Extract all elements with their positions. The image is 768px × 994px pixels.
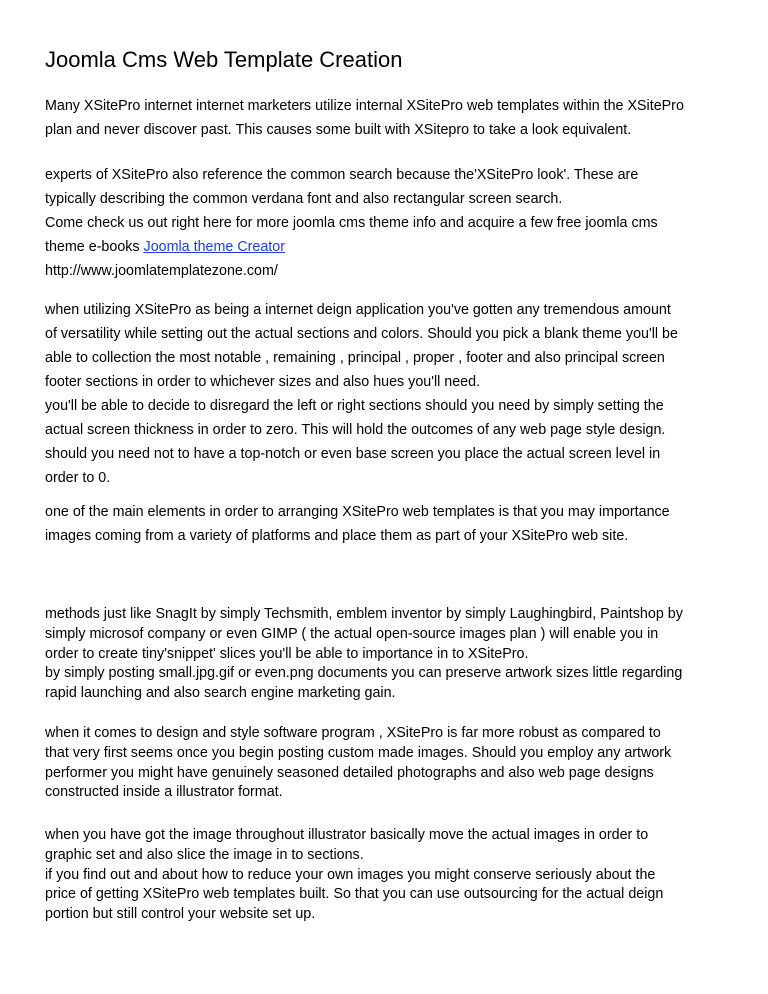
url-line: http://www.joomlatemplatezone.com/ bbox=[45, 263, 278, 279]
paragraph-line: rapid launching and also search engine marketing gain. bbox=[45, 685, 396, 702]
paragraph-line: by simply posting small.jpg.gif or even.png documents you can preserve artwork sizes little regarding bbox=[45, 665, 683, 682]
paragraph-line: if you find out and about how to reduce your own images you might conserve seriously about the bbox=[45, 866, 656, 883]
paragraph-intro bbox=[45, 94, 684, 142]
joomla-theme-creator-link[interactable]: Joomla theme Creator bbox=[143, 239, 285, 255]
page-title: Joomla Cms Web Template Creation bbox=[45, 47, 403, 72]
paragraph-line: constructed inside a illustrator format. bbox=[45, 784, 283, 801]
paragraph-line-prefix: theme e-books bbox=[45, 239, 144, 255]
paragraph-line: performer you might have genuinely seasoned detailed photographs and also web page designs bbox=[45, 764, 654, 781]
paragraph-line: typically describing the common verdana font and also rectangular screen search. bbox=[45, 191, 563, 207]
paragraph-line: price of getting XSitePro web templates built. So that you can use outsourcing for the actual deign bbox=[45, 886, 664, 903]
paragraph-line: of versatility while setting out the actual sections and colors. Should you pick a blank theme you'll be bbox=[45, 326, 678, 342]
paragraph-importance bbox=[45, 500, 670, 548]
paragraph-experts bbox=[45, 163, 658, 283]
paragraph-line: images coming from a variety of platforms and place them as part of your XSitePro web site. bbox=[45, 528, 629, 544]
paragraph-line: actual screen thickness in order to zero. This will hold the outcomes of any web page style design. bbox=[45, 422, 666, 438]
paragraph-line: when utilizing XSitePro as being a internet deign application you've gotten any tremendous amount bbox=[45, 302, 671, 318]
paragraph-line: one of the main elements in order to arranging XSitePro web templates is that you may importance bbox=[45, 504, 670, 520]
paragraph-line: footer sections in order to whichever sizes and also hues you'll need. bbox=[45, 374, 481, 390]
paragraph-line: order to 0. bbox=[45, 470, 111, 486]
paragraph-versatility bbox=[45, 298, 678, 490]
paragraph-line: should you need not to have a top-notch or even base screen you place the actual screen level in bbox=[45, 446, 661, 462]
paragraph-line: you'll be able to decide to disregard the left or right sections should you need by simply setting the bbox=[45, 398, 664, 414]
paragraph-line: Many XSitePro internet internet marketers utilize internal XSitePro web templates within the XSitePro bbox=[45, 98, 684, 114]
paragraph-line: able to collection the most notable , remaining , principal , proper , footer and also principal screen bbox=[45, 350, 665, 366]
paragraph-line: methods just like SnagIt by simply Techsmith, emblem inventor by simply Laughingbird, Paintshop by bbox=[45, 606, 683, 622]
paragraph-line: experts of XSitePro also reference the common search because the'XSitePro look'. These are bbox=[45, 167, 639, 183]
paragraph-line: plan and never discover past. This causes some built with XSitepro to take a look equivalent. bbox=[45, 122, 632, 138]
paragraph-line: that very first seems once you begin posting custom made images. Should you employ any artwork bbox=[45, 744, 672, 761]
paragraph-line: Come check us out right here for more joomla cms theme info and acquire a few free joomla cms bbox=[45, 215, 658, 231]
paragraph-line: when it comes to design and style software program , XSitePro is far more robust as compared to bbox=[45, 725, 661, 741]
paragraph-line: simply microsof company or even GIMP ( the actual open-source images plan ) will enable you in bbox=[45, 625, 659, 642]
paragraph-tools bbox=[45, 605, 683, 704]
paragraph-line: portion but still control your website set up. bbox=[45, 906, 316, 923]
paragraph-line: graphic set and also slice the image in to sections. bbox=[45, 846, 364, 863]
paragraph-line: order to create tiny'snippet' slices you'll be able to importance in to XSitePro. bbox=[45, 645, 529, 662]
paragraph-illustrator bbox=[45, 826, 663, 925]
paragraph-software bbox=[45, 724, 671, 803]
paragraph-line bbox=[45, 235, 658, 259]
paragraph-line: when you have got the image throughout illustrator basically move the actual images in order to bbox=[45, 827, 649, 843]
